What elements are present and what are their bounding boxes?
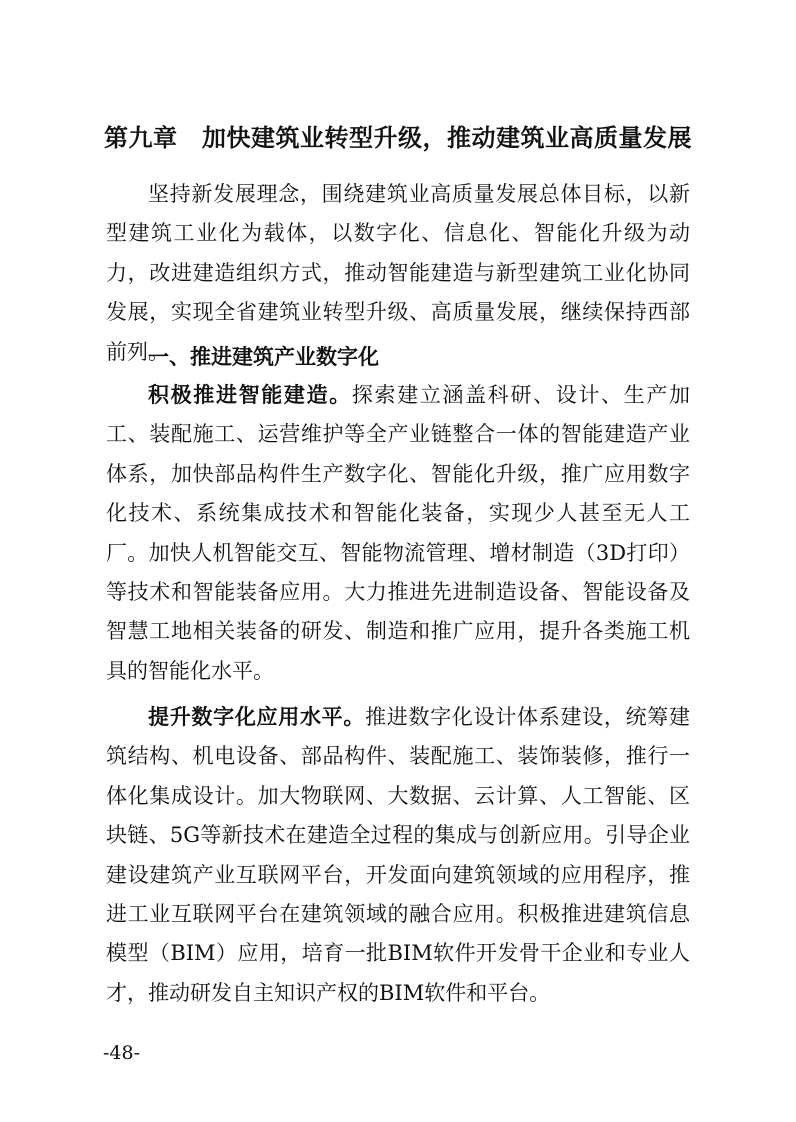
- page-number: -48-: [103, 1042, 141, 1064]
- paragraph-text: 探索建立涵盖科研、设计、生产加工、装配施工、运营维护等全产业链整合一体的智能建造产业体系，加快部品构件生产数字化、智能化升级，推广应用数字化技术、系统集成技术和智能化装备，实现少人甚至无人工厂。加快人机智能交互、智能物流管理、增材制造（3D打印）等技术和智能装备应用。大力推进先进制造设备、智能设备及智慧工地相关装备的研发、制造和推广应用，提升各类施工机具的智能化水平。: [106, 383, 691, 683]
- paragraph-text: 推进数字化设计体系建设，统筹建筑结构、机电设备、部品构件、装配施工、装饰装修，推行一体化集成设计。加大物联网、大数据、云计算、人工智能、区块链、5G等新技术在建造全过程的集成与创新应用。引导企业建设建筑产业互联网平台，开发面向建筑领域的应用程序，推进工业互联网平台在建筑领域的融合应用。积极推进建筑信息模型（BIM）应用，培育一批BIM软件开发骨干企业和专业人才，推动研发自主知识产权的BIM软件和平台。: [106, 705, 691, 1005]
- paragraph-lead: 积极推进智能建造。: [148, 382, 352, 407]
- intro-paragraph: 坚持新发展理念，围绕建筑业高质量发展总体目标，以新型建筑工业化为载体，以数字化、信息化、智能化升级为动力，改进建造组织方式，推动智能建造与新型建筑工业化协同发展，实现全省建筑业转型升级、高质量发展，继续保持西部前列。: [106, 182, 690, 364]
- paragraph-digital-application: [106, 697, 690, 1013]
- paragraph-smart-construction: [106, 375, 690, 691]
- paragraph-lead: 提升数字化应用水平。: [148, 704, 366, 729]
- section-heading: 一、推进建筑产业数字化: [148, 344, 379, 369]
- chapter-title: 第九章 加快建筑业转型升级，推动建筑业高质量发展: [104, 123, 692, 152]
